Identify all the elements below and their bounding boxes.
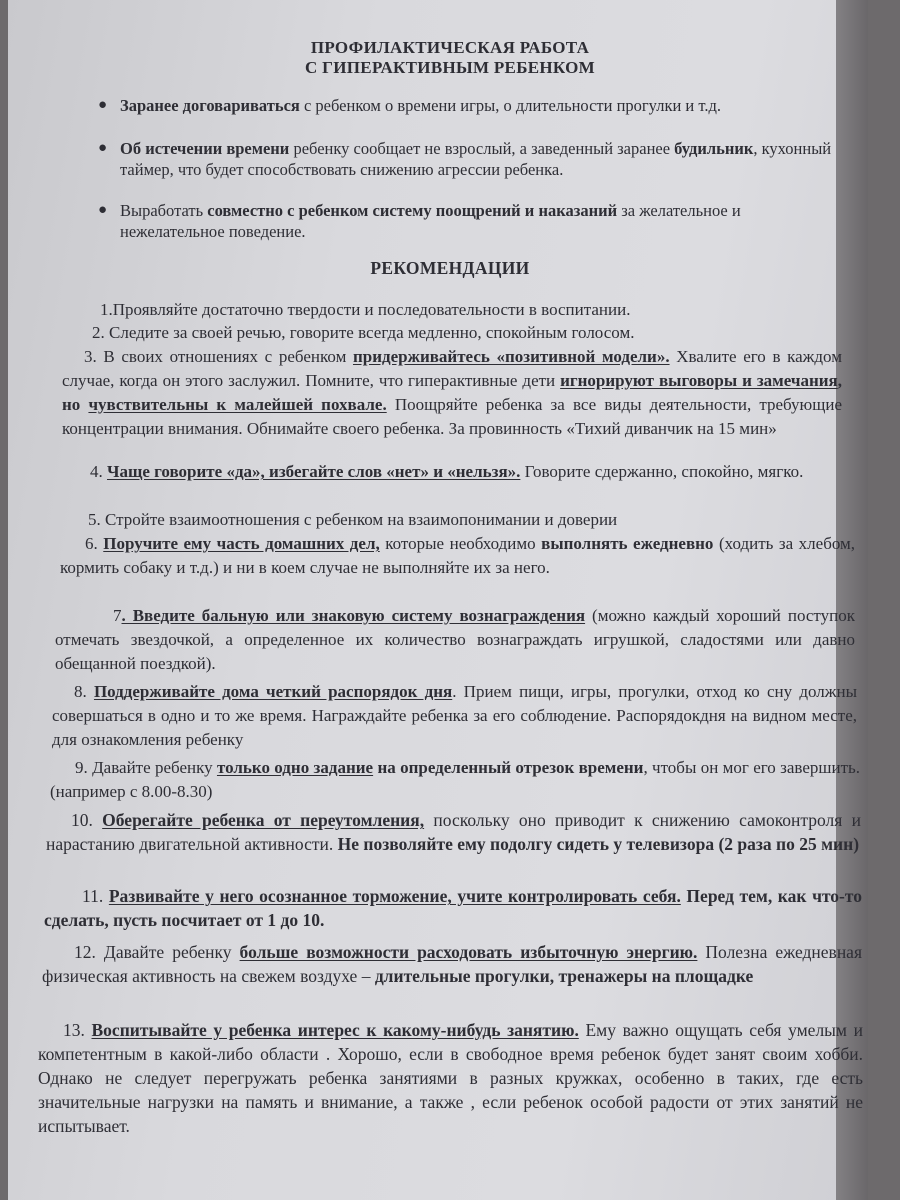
rec-12-text-c: Полезна ежедневная физическая активность на свежем воздухе – — [42, 942, 862, 986]
recommendation-2: 2. Следите за своей речью, говорите всегда медленно, спокойным голосом. — [92, 323, 635, 342]
recommendation-8 — [52, 680, 857, 752]
rec-9-text-a: 9. Давайте ребенку — [75, 758, 217, 777]
rec-7-text-a: 7 — [113, 606, 122, 625]
rec-11-bold-c: Перед тем, как что-то сделать, пусть посчитает от 1 до 10. — [44, 886, 862, 930]
rec-12-bold-b: больше возможности расходовать избыточную энергию. — [239, 942, 698, 962]
rec-4-text-c: Говорите сдержанно, спокойно, мягко. — [520, 462, 804, 481]
recommendation-10 — [46, 808, 861, 856]
bullet-item-1 — [98, 95, 840, 116]
rec-6-text-a: 6. — [85, 534, 104, 553]
rec-3-text-a: 3. В своих отношениях с ребенком — [84, 347, 353, 366]
rec-3-text-g: Поощряйте ребенка за все виды деятельности, требующие концентрации внимания. Обнимайте своего ребенка. За провинность «Тихий диванчик на 15 мин» — [62, 395, 842, 438]
rec-3-text-c: Хвалите его в каждом случае, когда он этого заслужил. Помните, что гиперактивные дети — [62, 347, 842, 390]
bullet-icon: ● — [98, 97, 108, 113]
bullet-3-text2: за желательное и нежелательное поведение. — [120, 201, 741, 241]
rec-10-text-c: поскольку оно приводит к снижению самоконтроля и нарастанию двигательной активности. — [46, 810, 861, 854]
rec-12-text-a: 12. Давайте ребенку — [74, 942, 240, 962]
rec-11-text-a: 11. — [82, 886, 109, 906]
bullet-2-text1: ребенку сообщает не взрослый, а заведенный заранее — [289, 139, 675, 158]
bullet-item-3 — [98, 200, 840, 242]
recommendations-heading: РЕКОМЕНДАЦИИ — [370, 258, 530, 278]
rec-6-bold-b: Поручите ему часть домашних дел, — [103, 534, 380, 553]
rec-6-bold-d: выполнять ежедневно — [541, 534, 714, 553]
rec-10-bold-d: Не позволяйте ему подолгу сидеть у телевизора (2 раза по 25 мин) — [337, 834, 860, 854]
rec-3-bold-f: чувствительны к малейшей похвале. — [88, 395, 387, 414]
recommendation-4 — [62, 460, 852, 484]
rec-13-text-c: Ему важно ощущать себя умелым и компетентным в какой-либо области . Хорошо, если в свободное время ребенок будет занят своим хобби. Однако не следует перегружать ребенка занятиями в разных кружках, особенно в таких, где есть значительные нагрузки на память и внимание, а также , если ребенок особой радости от этих занятий не испытывает. — [38, 1020, 863, 1136]
bullet-2-text2: , кухонный таймер, что будет способствовать снижению агрессии ребенка. — [120, 139, 832, 179]
document-title-line1: ПРОФИЛАКТИЧЕСКАЯ РАБОТА — [310, 38, 590, 57]
recommendation-1: 1.Проявляйте достаточно твердости и последовательности в воспитании. — [100, 300, 631, 319]
rec-9-bold-b: только одно задание — [216, 758, 374, 777]
rec-10-bold-b: Оберегайте ребенка от переутомления, — [102, 810, 425, 830]
rec-7-bold-b: . Введите бальную или знаковую систему вознаграждения — [121, 606, 586, 625]
rec-13-text-a: 13. — [63, 1020, 92, 1040]
bullet-icon: ● — [98, 202, 108, 218]
recommendation-13 — [38, 1018, 863, 1138]
bullet-2-bold2: будильник — [674, 139, 754, 158]
bullet-2-bold: Об истечении времени — [120, 139, 290, 158]
rec-3-bold-b: придерживайтесь «позитивной модели». — [352, 347, 670, 366]
rec-9-text-e: , чтобы он мог его завершить.(например с 8.00-8.30) — [50, 758, 860, 801]
recommendation-11 — [44, 884, 862, 932]
rec-7-text-c: (можно каждый хороший поступок отмечать звездочкой, а определенное их количество вознаграждать игрушкой, сладостями или давно обещанной поездкой). — [55, 606, 855, 673]
recommendation-12 — [42, 940, 862, 988]
rec-12-bold-d: длительные прогулки, тренажеры на площадке — [374, 966, 754, 986]
rec-8-text-c: . Прием пищи, игры, прогулки, отход ко сну должны совершаться в одно и то же время. Награждайте ребенка за его соблюдение. Распорядокдня на видном месте, для ознакомления ребенку — [52, 682, 857, 749]
recommendation-7 — [55, 604, 855, 676]
rec-10-text-a: 10. — [71, 810, 103, 830]
rec-4-text-a: 4. — [90, 462, 107, 481]
rec-3-bold-d: игнорируют выговоры и замечания — [560, 371, 838, 390]
bullet-1-bold: Заранее договариваться — [120, 96, 300, 115]
rec-6-text-c: которые необходимо — [379, 534, 542, 553]
bullet-3-text1: Выработать — [120, 201, 208, 220]
rec-11-bold-b: Развивайте у него осознанное торможение, учите контролировать себя. — [108, 886, 681, 906]
bullet-1-text: с ребенком о времени игры, о длительности прогулки и т.д. — [299, 96, 721, 115]
recommendation-6 — [60, 532, 855, 580]
rec-6-text-e: (ходить за хлебом, кормить собаку и т.д.) и ни в коем случае не выполняйте их за него. — [60, 534, 856, 577]
bullet-item-2 — [98, 138, 840, 180]
recommendation-5: 5. Стройте взаимоотношения с ребенком на взаимопонимании и доверии — [88, 510, 618, 529]
rec-8-text-a: 8. — [74, 682, 94, 701]
recommendation-9 — [50, 756, 860, 804]
bullet-icon: ● — [98, 140, 108, 156]
recommendation-3 — [62, 345, 842, 441]
rec-3-bold-e: , но — [62, 371, 842, 414]
rec-8-bold-b: Поддерживайте дома четкий распорядок дня — [93, 682, 453, 701]
bullet-3-bold: совместно с ребенком систему поощрений и наказаний — [207, 201, 618, 220]
document-title-line2: С ГИПЕРАКТИВНЫМ РЕБЕНКОМ — [305, 58, 595, 77]
rec-4-bold-b: Чаще говорите «да», избегайте слов «нет» и «нельзя». — [107, 462, 521, 481]
rec-13-bold-b: Воспитывайте у ребенка интерес к какому-нибудь занятию. — [91, 1020, 579, 1040]
rec-9-bold-d: на определенный отрезок времени — [377, 758, 644, 777]
